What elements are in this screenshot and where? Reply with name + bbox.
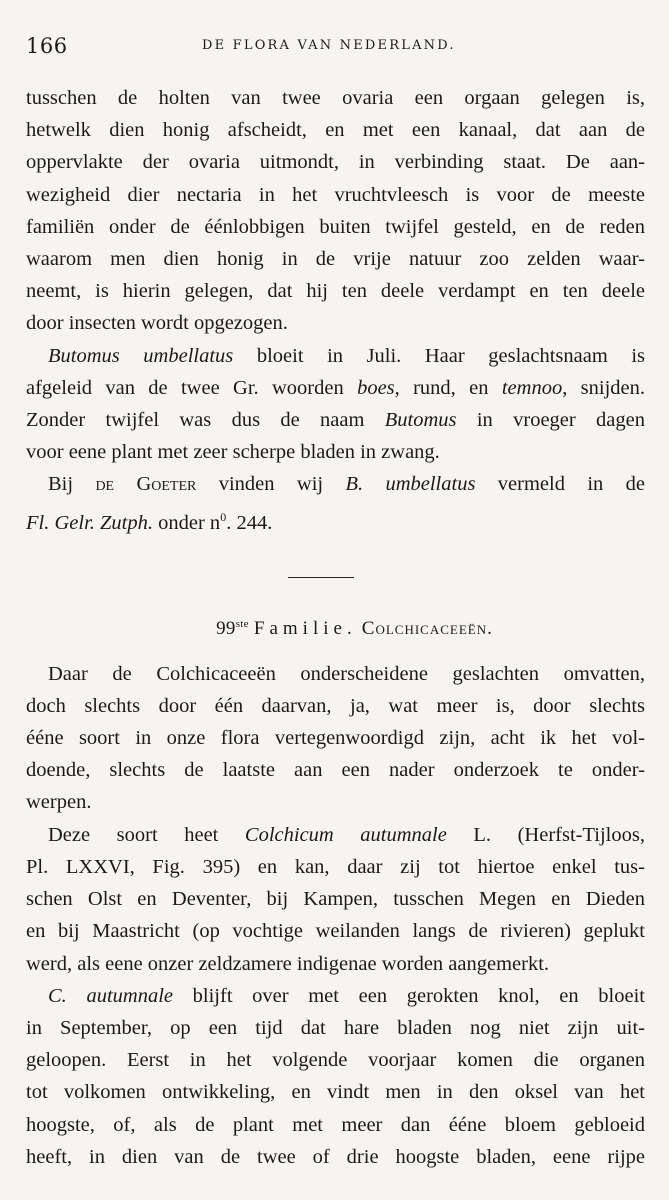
text-line: werd, als eene onzer zeldzamere indigenae worden aangemerkt. (26, 952, 550, 975)
text-line: hoogste, of, als de plant met meer dan ééne bloem gebloeid (26, 1113, 645, 1136)
text-run: L. (Herfst-Tijloos, (446, 823, 645, 846)
text-line (26, 372, 645, 404)
family-heading (26, 618, 645, 640)
text-run: , snijden. (562, 376, 646, 399)
paragraph-butomus-name (26, 340, 645, 372)
text-run: Bij (48, 473, 96, 496)
species-name: B. umbellatus (345, 473, 476, 496)
text-line: ééne soort in onze flora vertegenwoordigd zijn, acht ik het vol- (26, 727, 645, 750)
text-line (26, 501, 645, 539)
text-run: Zonder twijfel was dus de naam (26, 409, 385, 432)
text-run: afgeleid van de twee Gr. woorden (26, 376, 358, 399)
species-name: Butomus umbellatus (48, 344, 234, 367)
text-line (26, 980, 645, 1012)
text-run: onder n (153, 511, 221, 534)
text-line: waarom men dien honig in de vrije natuur zoo zelden waar- (26, 248, 645, 271)
text-line: in September, op een tijd dat hare bladen nog niet zijn uit- (26, 1016, 645, 1039)
text-line: schen Olst en Deventer, bij Kampen, tusschen Megen en Dieden (26, 888, 645, 911)
text-line: heeft, in dien van de twee of drie hoogste bladen, eene rijpe (26, 1145, 645, 1168)
text-line: doende, slechts de laatste aan een nader onderzoek te onder- (26, 759, 645, 782)
greek-word: temnoo (501, 376, 563, 399)
page-number: 166 (26, 34, 68, 58)
text-line: werpen. (26, 791, 92, 814)
text-line (26, 819, 645, 851)
paragraph-reference (26, 468, 645, 500)
family-name: Colchicaceeën. (361, 617, 493, 639)
text-line: oppervlakte der ovaria uitmondt, in verbinding staat. De aan- (26, 151, 645, 174)
text-run: blijft over met een gerokten knol, en bloeit (173, 984, 645, 1007)
running-head: DE FLORA VAN NEDERLAND. (202, 38, 456, 53)
text-line: hetwelk dien honig afscheidt, en met een kanaal, dat aan de (26, 119, 645, 142)
text-run: in vroeger dagen (456, 409, 646, 432)
text-line: Pl. LXXVI, Fig. 395) en kan, daar zij tot hiertoe enkel tus- (26, 855, 645, 878)
species-name: Colchicum autumnale (244, 823, 447, 846)
text-run: bloeit in Juli. Haar geslachtsnaam is (233, 344, 646, 367)
superscript: 0 (220, 509, 227, 524)
text-line: tot volkomen ontwikkeling, en vindt men in den oksel van het (26, 1081, 645, 1104)
text-line: Daar de Colchicaceeën onderscheidene geslachten omvatten, (48, 662, 645, 685)
text-run: , rund, en (394, 376, 502, 399)
family-label: Familie. (253, 617, 357, 639)
text-line: neemt, is hierin gelegen, dat hij ten deele verdampt en ten deele (26, 280, 645, 303)
ordinal-suffix: ste (235, 617, 249, 630)
section-butomus (26, 82, 645, 539)
text-run: Deze soort heet (48, 823, 245, 846)
section-divider (288, 577, 354, 578)
text-line: door insecten wordt opgezogen. (26, 312, 288, 335)
greek-word: boes (357, 376, 395, 399)
text-line: tusschen de holten van twee ovaria een orgaan gelegen is, (26, 87, 645, 109)
species-name: C. autumnale (48, 984, 173, 1007)
section-colchicaceae (26, 658, 645, 1173)
text-run: vinden wij (196, 473, 346, 496)
text-line (26, 404, 645, 436)
page-header (26, 30, 645, 60)
work-title: Fl. Gelr. Zutph. (26, 511, 153, 534)
text-run: . 244. (226, 511, 273, 534)
text-line: geloopen. Eerst in het volgende voorjaar komen die organen (26, 1049, 645, 1072)
text-line: voor eene plant met zeer scherpe bladen in zwang. (26, 441, 440, 464)
author-name: de Goeter (95, 473, 197, 496)
text-run: vermeld in de (475, 473, 645, 496)
text-line: en bij Maastricht (op vochtige weilanden langs de rivieren) geplukt (26, 920, 645, 943)
family-number: 99 (216, 617, 236, 639)
genus-name: Butomus (384, 409, 457, 432)
text-line: familiën onder de éénlobbigen buiten twijfel gesteld, en de reden (26, 215, 645, 238)
text-line: wezigheid dier nectaria in het vruchtvleesch is voor de meeste (26, 183, 645, 206)
text-line: doch slechts door één daarvan, ja, wat meer is, door slechts (26, 694, 645, 717)
